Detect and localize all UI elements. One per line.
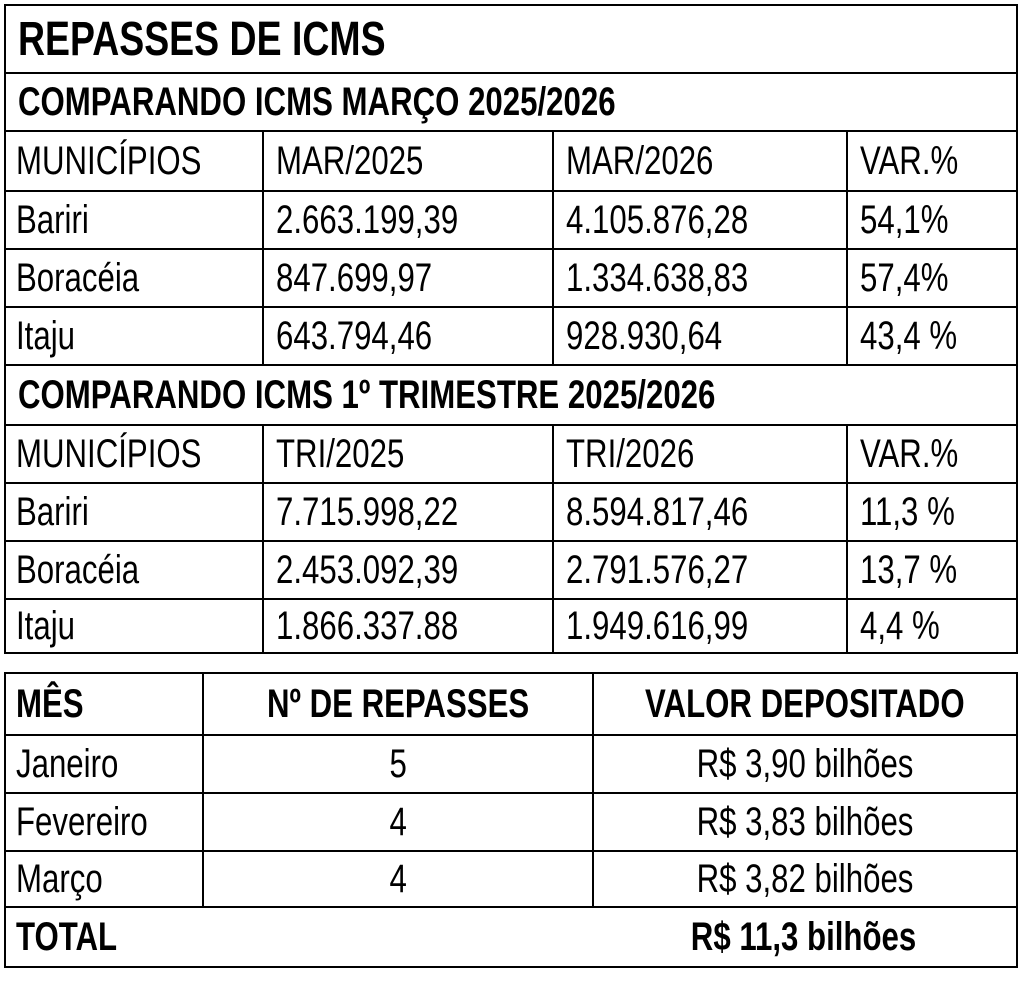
column-header: VALOR DEPOSITADO — [645, 681, 965, 726]
column-header: VAR.% — [860, 431, 959, 476]
value-cell: 1.949.616,99 — [566, 603, 749, 648]
column-header: Nº DE REPASSES — [266, 681, 530, 726]
municipality-cell: Bariri — [16, 489, 89, 534]
deposits-table — [4, 672, 1018, 968]
variation-cell: 54,1% — [860, 197, 949, 242]
column-header: MÊS — [16, 681, 84, 726]
quarter-header-row — [6, 426, 1016, 484]
march-section-heading: COMPARANDO ICMS MARÇO 2025/2026 — [18, 79, 616, 124]
column-header: MAR/2025 — [276, 138, 424, 183]
quarter-section-heading: COMPARANDO ICMS 1º TRIMESTRE 2025/2026 — [18, 372, 716, 417]
table-row — [6, 250, 1016, 308]
column-header: TRI/2025 — [276, 431, 405, 476]
variation-cell: 4,4 % — [860, 603, 940, 648]
municipality-cell: Bariri — [16, 197, 89, 242]
total-value: R$ 11,3 bilhões — [691, 914, 917, 959]
variation-cell: 43,4 % — [860, 313, 958, 358]
table-row — [6, 484, 1016, 542]
value-cell: 7.715.998,22 — [276, 489, 459, 534]
value-cell: 1.866.337.88 — [276, 603, 459, 648]
table-row — [6, 192, 1016, 250]
repasses-count-cell: 4 — [389, 799, 407, 844]
deposit-value-cell: R$ 3,90 bilhões — [696, 741, 914, 786]
table-title: REPASSES DE ICMS — [18, 12, 386, 66]
month-cell: Janeiro — [16, 741, 119, 786]
total-label: TOTAL — [16, 914, 118, 959]
municipality-cell: Itaju — [16, 603, 75, 648]
quarter-heading-row — [6, 366, 1016, 426]
municipality-cell: Boracéia — [16, 255, 140, 300]
deposit-value-cell: R$ 3,83 bilhões — [696, 799, 914, 844]
table-row — [6, 736, 1016, 794]
variation-cell: 57,4% — [860, 255, 949, 300]
table-row — [6, 600, 1016, 652]
repasses-count-cell: 5 — [389, 741, 407, 786]
table-row — [6, 542, 1016, 600]
municipality-cell: Itaju — [16, 313, 75, 358]
table-row — [6, 308, 1016, 366]
variation-cell: 13,7 % — [860, 547, 958, 592]
deposit-value-cell: R$ 3,82 bilhões — [696, 856, 914, 901]
value-cell: 2.453.092,39 — [276, 547, 459, 592]
table-title-row — [6, 6, 1016, 74]
total-row — [6, 908, 1016, 966]
value-cell: 2.791.576,27 — [566, 547, 749, 592]
column-header: TRI/2026 — [566, 431, 695, 476]
month-cell: Março — [16, 856, 103, 901]
value-cell: 847.699,97 — [276, 255, 433, 300]
column-header: MUNICÍPIOS — [16, 138, 202, 183]
march-heading-row — [6, 74, 1016, 132]
march-header-row — [6, 132, 1016, 192]
value-cell: 4.105.876,28 — [566, 197, 749, 242]
column-header: MUNICÍPIOS — [16, 431, 202, 476]
value-cell: 928.930,64 — [566, 313, 723, 358]
value-cell: 643.794,46 — [276, 313, 433, 358]
value-cell: 1.334.638,83 — [566, 255, 749, 300]
column-header: MAR/2026 — [566, 138, 714, 183]
value-cell: 2.663.199,39 — [276, 197, 459, 242]
municipality-cell: Boracéia — [16, 547, 140, 592]
deposits-header-row — [6, 674, 1016, 736]
value-cell: 8.594.817,46 — [566, 489, 749, 534]
column-header: VAR.% — [860, 138, 959, 183]
month-cell: Fevereiro — [16, 799, 148, 844]
table-row — [6, 794, 1016, 852]
variation-cell: 11,3 % — [860, 489, 955, 534]
repasses-count-cell: 4 — [389, 856, 407, 901]
table-row — [6, 852, 1016, 908]
icms-comparison-table — [4, 4, 1018, 654]
